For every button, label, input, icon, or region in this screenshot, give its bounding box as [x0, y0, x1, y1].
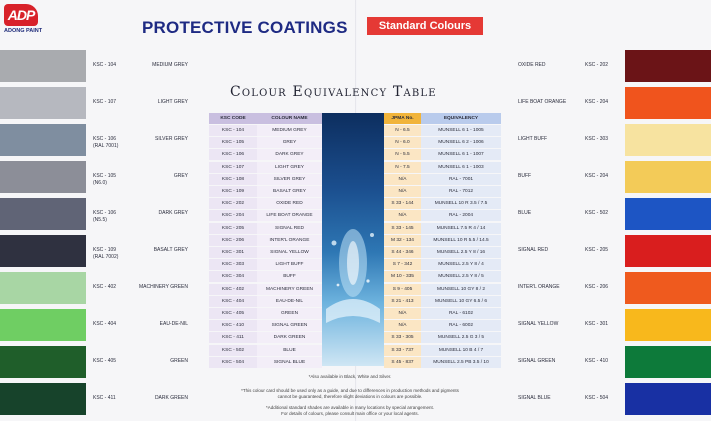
- colour-swatch: [0, 198, 86, 230]
- colour-swatch: [0, 87, 86, 119]
- jpma-cell: N/A: [384, 210, 421, 221]
- colour-swatch: [625, 235, 711, 267]
- brand-logo: [4, 4, 48, 36]
- colour-swatch: [625, 50, 711, 82]
- swatch-colour-name: LIGHT GREY: [157, 99, 188, 105]
- swatch-colour-name: MACHINERY GREEN: [139, 284, 188, 290]
- colour-swatch: [0, 124, 86, 156]
- swatch-code: KSC - 411: [93, 395, 116, 401]
- swatch-colour-name: GREY: [173, 173, 188, 179]
- ksc-code-cell: KSC - 202: [209, 198, 257, 209]
- swatch-code: KSC - 301: [585, 321, 609, 327]
- swatch-colour-name: EAU-DE-NIL: [159, 321, 188, 327]
- swatch-code: KSC - 404: [93, 321, 117, 327]
- colour-swatch: [0, 50, 86, 82]
- header-equivalency: EQUIVALENCY: [421, 113, 501, 124]
- swatch-code: KSC - 205: [585, 247, 609, 253]
- swatch-code: KSC - 303: [585, 136, 609, 142]
- swatch-colour-name: DARK GREEN: [154, 395, 188, 401]
- colour-swatch: [0, 161, 86, 193]
- munsell-cell: MUNSELL 2.5 PB 3.5 / 10: [421, 357, 501, 368]
- jpma-cell: M 10 - 335: [384, 271, 421, 282]
- colour-name-cell: DARK GREEN: [257, 332, 322, 343]
- footnote-line: *Additional standard shades are available in many locations by special arrangement.: [265, 405, 435, 410]
- colour-name-cell: SIGNAL YELLOW: [257, 247, 322, 258]
- ksc-code-cell: KSC - 106: [209, 149, 257, 160]
- jpma-cell: S 44 - 346: [384, 247, 421, 258]
- colour-swatch: [0, 383, 86, 415]
- colour-swatch: [0, 235, 86, 267]
- brand-name: ADONG PAINT: [4, 28, 43, 34]
- swatch-code: KSC - 410: [585, 358, 609, 364]
- swatch-colour-name: LIFE BOAT ORANGE: [518, 99, 567, 105]
- colour-name-cell: OXIDE RED: [257, 198, 322, 209]
- colour-swatch: [625, 87, 711, 119]
- munsell-cell: MUNSELL 2.5 Y 8 / 5: [421, 271, 501, 282]
- colour-swatch: [625, 383, 711, 415]
- table-title: Colour Equivalency Table: [230, 84, 437, 100]
- colour-swatch: [625, 309, 711, 341]
- munsell-cell: MUNSELL 6 1 - 1003: [421, 162, 501, 173]
- colour-swatch: [0, 272, 86, 304]
- swatch-code: KSC - 107: [93, 99, 117, 105]
- munsell-cell: MUNSELL 2.5 G 3 / 5: [421, 332, 501, 343]
- swatch-colour-name: LIGHT BUFF: [518, 136, 548, 142]
- jpma-cell: S 33 - 305: [384, 332, 421, 343]
- ksc-code-cell: KSC - 404: [209, 296, 257, 307]
- jpma-cell: S 33 - 737: [384, 345, 421, 356]
- ksc-code-cell: KSC - 109: [209, 186, 257, 197]
- jpma-cell: S 21 - 413: [384, 296, 421, 307]
- colour-name-cell: BLUE: [257, 345, 322, 356]
- swatch-colour-name: DARK GREY: [158, 210, 188, 216]
- jpma-cell: S 9 - 405: [384, 284, 421, 295]
- ksc-code-cell: KSC - 204: [209, 210, 257, 221]
- colour-name-cell: SIGNAL GREEN: [257, 320, 322, 331]
- munsell-cell: MUNSELL 6 1 - 1007: [421, 149, 501, 160]
- logo-mark: ADP: [4, 4, 38, 26]
- ksc-code-cell: KSC - 104: [209, 125, 257, 136]
- footnote-line: *This colour card should be used only as a guide, and due to differences in production methods and pigments: [241, 388, 459, 393]
- ksc-code-cell: KSC - 105: [209, 137, 257, 148]
- munsell-cell: MUNSELL 10 R 3.5 / 7.5: [421, 198, 501, 209]
- colour-name-cell: LIGHT BUFF: [257, 259, 322, 270]
- munsell-cell: RAL - 7012: [421, 186, 501, 197]
- colour-swatch: [625, 198, 711, 230]
- ksc-code-cell: KSC - 303: [209, 259, 257, 270]
- munsell-cell: MUNSELL 6 2 - 1006: [421, 137, 501, 148]
- jpma-cell: N/A: [384, 186, 421, 197]
- ksc-code-cell: KSC - 108: [209, 174, 257, 185]
- header-jpma-no: JPMA No.: [384, 113, 421, 124]
- swatch-code: KSC - 204: [585, 99, 609, 105]
- munsell-cell: MUNSELL 10 GY 8 / 2: [421, 284, 501, 295]
- colour-swatch: [625, 124, 711, 156]
- swatch-colour-name: INTER'L ORANGE: [518, 284, 560, 290]
- colour-swatch: [625, 272, 711, 304]
- jpma-cell: N - 6.0: [384, 137, 421, 148]
- munsell-cell: MUNSELL 7.5 R 4 / 14: [421, 223, 501, 234]
- swatch-code: KSC - 105 (N6.0): [93, 173, 117, 186]
- munsell-cell: MUNSELL 2.5 Y 8 / 16: [421, 247, 501, 258]
- swatch-colour-name: BASALT GREY: [153, 247, 188, 253]
- page-heading: PROTECTIVE COATINGS: [142, 18, 348, 37]
- swatch-colour-name: SIGNAL RED: [518, 247, 549, 253]
- ksc-code-cell: KSC - 410: [209, 320, 257, 331]
- colour-swatch: [0, 346, 86, 378]
- swatch-colour-name: OXIDE RED: [518, 62, 546, 68]
- colour-name-cell: SILVER GREY: [257, 174, 322, 185]
- colour-name-cell: MACHINERY GREEN: [257, 284, 322, 295]
- colour-swatch: [625, 161, 711, 193]
- jpma-cell: S 45 - 837: [384, 357, 421, 368]
- colour-name-cell: SIGNAL BLUE: [257, 357, 322, 368]
- munsell-cell: RAL - 6102: [421, 308, 501, 319]
- jpma-cell: S 33 - 144: [384, 198, 421, 209]
- ksc-code-cell: KSC - 411: [209, 332, 257, 343]
- swatch-colour-name: BLUE: [518, 210, 532, 216]
- ksc-code-cell: KSC - 402: [209, 284, 257, 295]
- swatch-colour-name: GREEN: [170, 358, 188, 364]
- jpma-cell: N/A: [384, 308, 421, 319]
- swatch-code: KSC - 106 (RAL 7001): [93, 136, 119, 149]
- ksc-code-cell: KSC - 301: [209, 247, 257, 258]
- colour-swatch: [0, 309, 86, 341]
- header-ksc-code: KSC CODE: [209, 113, 257, 124]
- swatch-code: KSC - 202: [585, 62, 609, 68]
- munsell-cell: MUNSELL 10 B 4 / 7: [421, 345, 501, 356]
- swatch-code: KSC - 502: [585, 210, 609, 216]
- colour-name-cell: BASALT GREY: [257, 186, 322, 197]
- jpma-cell: N/A: [384, 174, 421, 185]
- colour-name-cell: INTER'L ORANGE: [257, 235, 322, 246]
- jpma-cell: N - 6.5: [384, 125, 421, 136]
- ksc-code-cell: KSC - 206: [209, 235, 257, 246]
- swatch-code: KSC - 405: [93, 358, 117, 364]
- colour-swatch: [625, 346, 711, 378]
- swatch-colour-name: BUFF: [518, 173, 532, 179]
- swatch-code: KSC - 504: [585, 395, 609, 401]
- jpma-cell: S 7 - 342: [384, 259, 421, 270]
- colour-name-cell: MEDIUM GREY: [257, 125, 322, 136]
- footnote-line: cannot be guaranteed, therefore slight deviations in colours are possible.: [277, 394, 423, 399]
- colour-name-cell: BUFF: [257, 271, 322, 282]
- colour-name-cell: SIGNAL RED: [257, 223, 322, 234]
- colour-name-cell: DARK GREY: [257, 149, 322, 160]
- swatch-code: KSC - 206: [585, 284, 609, 290]
- colour-name-cell: LIGHT GREY: [257, 162, 322, 173]
- swatch-colour-name: MEDIUM GREY: [152, 62, 188, 68]
- jpma-cell: N - 5.5: [384, 149, 421, 160]
- water-splash-image: [322, 113, 384, 366]
- swatch-code: KSC - 104: [93, 62, 117, 68]
- colour-name-cell: EAU-DE-NIL: [257, 296, 322, 307]
- munsell-cell: MUNSELL 6 1 - 1005: [421, 125, 501, 136]
- jpma-cell: M 32 - 134: [384, 235, 421, 246]
- footnote-line: *Also available in Black, White and Silver.: [308, 374, 392, 379]
- ksc-code-cell: KSC - 107: [209, 162, 257, 173]
- munsell-cell: MUNSELL 2.5 Y 8 / 4: [421, 259, 501, 270]
- swatch-colour-name: SIGNAL BLUE: [518, 395, 551, 401]
- munsell-cell: MUNSELL 10 GY 6.5 / 6: [421, 296, 501, 307]
- jpma-cell: S 33 - 145: [384, 223, 421, 234]
- jpma-cell: N/A: [384, 320, 421, 331]
- splash-graphic: [322, 113, 384, 366]
- footnote-line: For details of colours, please consult main office or your local agents.: [281, 411, 419, 416]
- ksc-code-cell: KSC - 405: [209, 308, 257, 319]
- ksc-code-cell: KSC - 205: [209, 223, 257, 234]
- colour-name-cell: LIFE BOAT ORANGE: [257, 210, 322, 221]
- jpma-cell: N - 7.5: [384, 162, 421, 173]
- swatch-code: KSC - 106 (N5.5): [93, 210, 117, 223]
- ksc-code-cell: KSC - 504: [209, 357, 257, 368]
- swatch-code: KSC - 109 (RAL 7002): [93, 247, 119, 260]
- swatch-colour-name: SILVER GREY: [155, 136, 188, 142]
- swatch-code: KSC - 204: [585, 173, 609, 179]
- ksc-code-cell: KSC - 304: [209, 271, 257, 282]
- colour-name-cell: GREEN: [257, 308, 322, 319]
- ksc-code-cell: KSC - 502: [209, 345, 257, 356]
- munsell-cell: RAL - 2004: [421, 210, 501, 221]
- munsell-cell: RAL - 6002: [421, 320, 501, 331]
- munsell-cell: MUNSELL 10 R 5.5 / 14.5: [421, 235, 501, 246]
- swatch-code: KSC - 402: [93, 284, 117, 290]
- swatch-colour-name: SIGNAL GREEN: [518, 358, 556, 364]
- munsell-cell: RAL - 7001: [421, 174, 501, 185]
- swatch-colour-name: SIGNAL YELLOW: [518, 321, 559, 327]
- header-colour-name: COLOUR NAME: [257, 113, 322, 124]
- standard-colours-badge: Standard Colours: [367, 17, 483, 35]
- colour-name-cell: GREY: [257, 137, 322, 148]
